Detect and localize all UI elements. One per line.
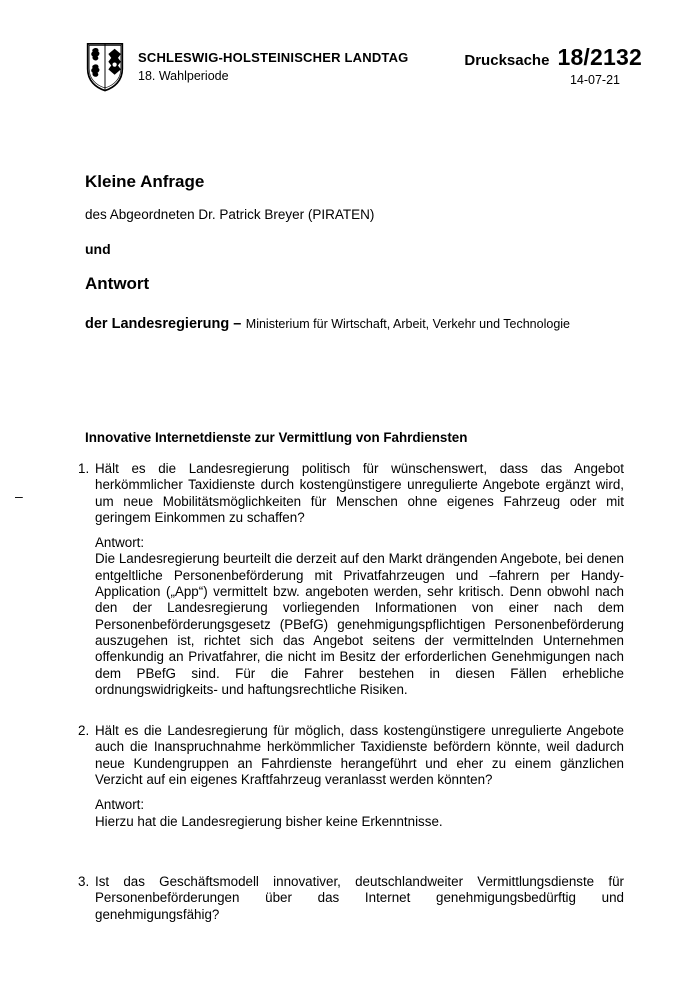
header-right [464, 40, 642, 87]
document-header [0, 0, 700, 92]
header-titles [138, 40, 409, 83]
subject-line: Innovative Internetdienste zur Vermittlung von Fahrdiensten [85, 430, 468, 445]
question-row [78, 461, 624, 526]
question-block-2 [78, 723, 624, 830]
request-heading: Kleine Anfrage [85, 172, 205, 191]
document-date: 14-07-21 [569, 73, 620, 87]
document-type-label: Drucksache [464, 52, 550, 69]
answer-text: Hierzu hat die Landesregierung bisher keine Erkenntnisse. [95, 813, 443, 829]
question-row [78, 723, 624, 788]
question-list [78, 461, 624, 923]
answer-text: Die Landesregierung beurteilt die derzeit auf den Markt drängenden Angebote, bei denen entgeltliche Personenbeförderung mit Privatfahrzeugen und –fahrern per Handy-Application („App“) vermittelt bzw. angeboten werden, sehr kritisch. Denn obwohl nach den der Landesregierung vorliegenden Informationen von einer nach dem Personenbeförderungsgesetz (PBefG) genehmigungspflichtigen Personenbeförderung auszugehen ist, richtet sich das Angebot seitens der vermittelnden Unternehmen offenkundig an Privatfahrer, die nicht im Besitz der erforderlichen Genehmigungen nach dem PBefG sind. Für die Fahrer bestehen in diesen Fällen erhebliche ordnungswidrigkeits- und haftungsrechtliche Risiken. [95, 551, 624, 697]
connector-word: und [85, 241, 111, 257]
question-block-3 [78, 874, 624, 923]
question-number: 2. [78, 723, 90, 739]
document-number-line [464, 44, 642, 71]
document-number: 18/2132 [557, 44, 642, 70]
answer-author-line [85, 315, 642, 333]
header-left [85, 40, 409, 92]
question-number: 3. [78, 873, 90, 889]
answer-section [95, 535, 624, 698]
answer-label: Antwort: [95, 535, 145, 551]
title-block [0, 172, 700, 333]
answer-author: der Landesregierung – [85, 316, 242, 332]
question-text: Hält es die Landesregierung politisch für wünschenswert, dass das Angebot herkömmlicher Taxidienste durch kostengünstigere unregulierte Angebote ergänzt wird, um neue Mobilitätsmöglichkeiten für Menschen ohne eigenes Fahrzeug oder mit geringem Einkommen zu schaffen? [95, 461, 624, 525]
margin-marker: – [15, 488, 23, 504]
question-number: 1. [78, 461, 90, 476]
answer-heading: Antwort [85, 274, 150, 293]
answer-section [95, 797, 624, 830]
question-row [78, 874, 624, 923]
parliament-name: SCHLESWIG-HOLSTEINISCHER LANDTAG [138, 50, 409, 65]
answer-ministry: Ministerium für Wirtschaft, Arbeit, Verkehr und Technologie [245, 317, 570, 331]
answer-label: Antwort: [95, 797, 145, 813]
question-block-1 [78, 461, 624, 698]
coat-of-arms-icon [85, 42, 125, 92]
request-author: des Abgeordneten Dr. Patrick Breyer (PIRATEN) [85, 207, 375, 222]
legislative-period: 18. Wahlperiode [138, 69, 229, 83]
question-text: Ist das Geschäftsmodell innovativer, deutschlandweiter Vermittlungsdienste für Personenbeförderungen über das Internet genehmigungsbedürftig und genehmigungsfähig? [95, 873, 624, 922]
question-text: Hält es die Landesregierung für möglich, dass kostengünstigere unregulierte Angebote auch die Inanspruchnahme herkömmlicher Taxidienste befördern könnte, weil dadurch neue Kundengruppen an Fahrdienste herangeführt und eher zu einem gänzlichen Verzicht auf ein eigenes Kraftfahrzeug veranlasst werden könnten? [95, 723, 624, 788]
